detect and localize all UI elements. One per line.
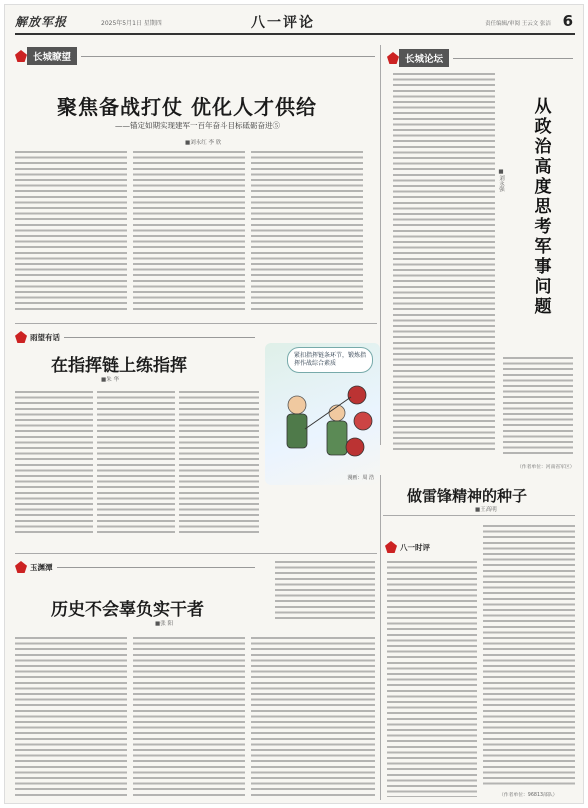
- star-mark-icon: [385, 541, 397, 553]
- column-tag-changcheng-liaowang: [15, 47, 375, 65]
- article-body-col: [251, 637, 375, 797]
- article-body-col: [387, 561, 477, 797]
- article-byline: ■刘永红 李 欣: [185, 140, 222, 146]
- section-divider: [15, 323, 377, 324]
- article-body-col: [15, 151, 127, 313]
- section-title: 八一评论: [251, 15, 315, 31]
- column-tag-label: 八一时评: [400, 542, 430, 552]
- article-body-col: [15, 391, 93, 535]
- section-divider: [383, 515, 575, 516]
- speech-bubble: 紧扣指挥链条环节，锻炼指挥作战综合素质: [287, 347, 373, 373]
- column-tag-label: 玉渊潭: [30, 562, 53, 572]
- column-divider: [380, 45, 381, 445]
- tag-rule: [453, 58, 573, 59]
- tag-rule: [81, 56, 375, 57]
- issue-date: 2025年5月1日 星期四: [101, 20, 162, 27]
- tag-rule: [64, 337, 255, 338]
- article-headline: 历史不会辜负实干者: [51, 600, 204, 620]
- column-tag-yuyuantan: [15, 561, 255, 573]
- author-affiliation: （作者单位：96813部队）: [499, 793, 558, 798]
- page-number: 6: [562, 12, 573, 30]
- column-tag-bayi-shiping: [385, 541, 485, 553]
- article-body-col: [179, 391, 259, 535]
- section-divider: [15, 553, 377, 554]
- article-headline: 在指挥链上练指挥: [51, 356, 187, 376]
- column-tag-label: 雨望有话: [30, 332, 60, 342]
- article-body-col: [483, 525, 575, 787]
- newspaper-page: [4, 4, 584, 804]
- article-byline: ■朱 华: [101, 377, 119, 383]
- tag-rule: [57, 567, 256, 568]
- masthead: [15, 11, 575, 35]
- article-body-col: [97, 391, 175, 535]
- column-tag-label: 长城论坛: [399, 49, 449, 67]
- article-headline: 做雷锋精神的种子: [407, 487, 528, 505]
- star-mark-icon: [387, 52, 399, 64]
- column-tag-label: 长城瞭望: [27, 47, 77, 65]
- illustration-credit: 漫画：周 浩: [347, 475, 374, 481]
- article-byline: ■王高明: [475, 507, 497, 513]
- article-byline: ■张 阳: [155, 621, 173, 627]
- article-body-col: [503, 357, 573, 457]
- article-body-col: [275, 561, 375, 621]
- article-headline-vertical: 从 政 治 高 度 思 考 军 事 问 题: [534, 97, 552, 317]
- soldiers-drawing-icon: [265, 343, 380, 485]
- star-mark-icon: [15, 331, 27, 343]
- column-tag-changcheng-luntan: [387, 49, 573, 67]
- article-headline: 聚焦备战打仗 优化人才供给: [57, 95, 317, 119]
- cartoon-illustration: [265, 343, 380, 485]
- article-body-col: [15, 637, 127, 797]
- article-body-col: [251, 151, 363, 313]
- star-mark-icon: [15, 50, 27, 62]
- newspaper-logo: 解放军报: [15, 15, 68, 29]
- article-body-col: [133, 637, 245, 797]
- vertical-headline: [513, 97, 573, 337]
- column-divider: [380, 475, 381, 800]
- article-byline: ■刘永强: [498, 169, 504, 192]
- editor-credit: 责任编辑/审阅 王云文 张洁: [485, 21, 551, 27]
- column-tag-yuwang: [15, 331, 255, 343]
- article-subtitle: ——锚定如期实现建军一百年奋斗目标砥砺奋进⑤: [115, 121, 280, 130]
- article-body-col: [393, 73, 495, 453]
- author-affiliation: （作者单位：河南省军区）: [517, 465, 575, 470]
- star-mark-icon: [15, 561, 27, 573]
- article-body-col: [133, 151, 245, 313]
